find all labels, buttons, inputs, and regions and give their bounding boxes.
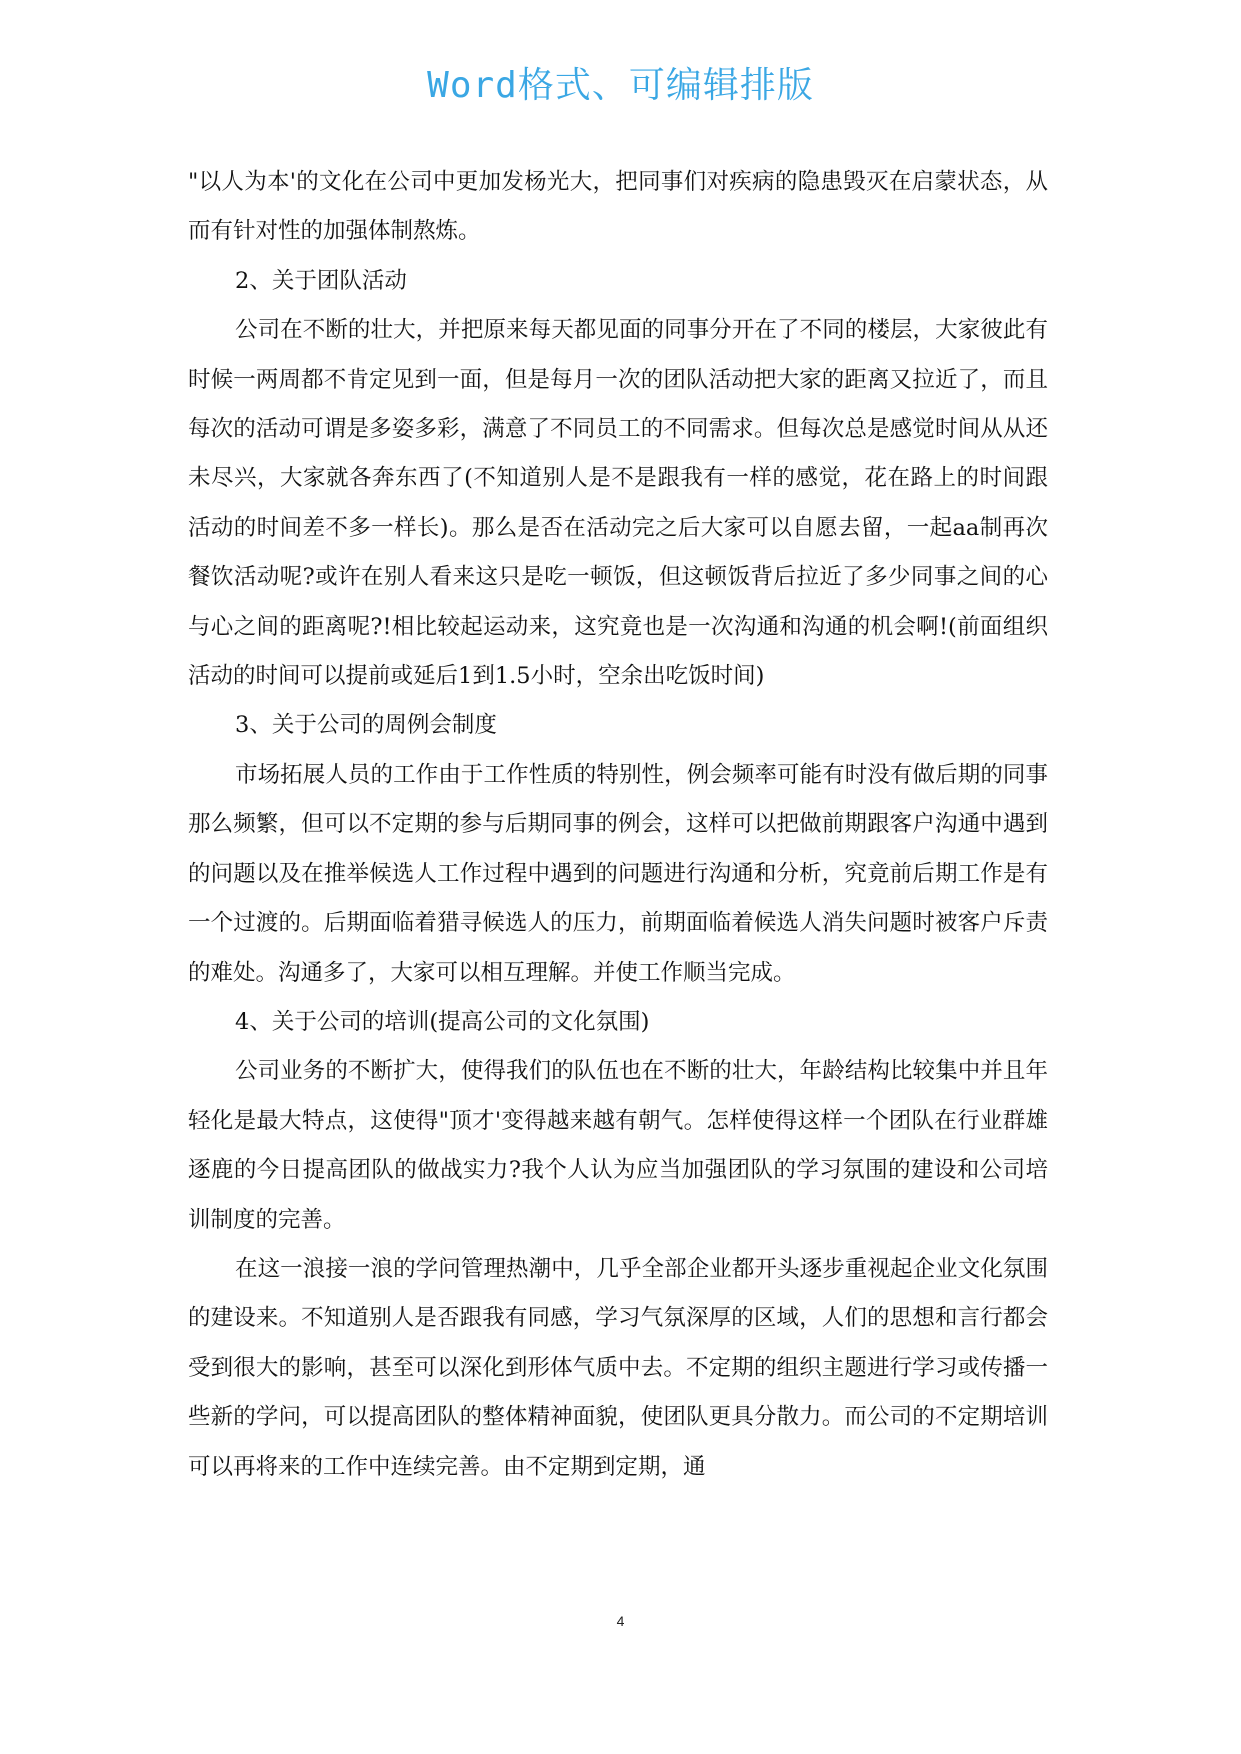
paragraph-weekly-meeting: 市场拓展人员的工作由于工作性质的特别性，例会频率可能有时没有做后期的同事那么频繁，但可以不定期的参与后期同事的例会，这样可以把做前期跟客户沟通中遇到的问题以及在推举候选人工作过程中遇到的问题进行沟通和分析，究竟前后期工作是有一个过渡的。后期面临着猎寻候选人的压力，前期面临着候选人消失问题时被客户斥责的难处。沟通多了，大家可以相互理解。并使工作顺当完成。 [188,761,1048,986]
document-header-title: Word格式、可编辑排版 [427,65,814,106]
section-heading-3: 3、关于公司的周例会制度 [235,712,497,739]
document-body [188,158,1048,1492]
page-number: 4 [616,1613,625,1629]
section-heading-2: 2、关于团队活动 [235,267,407,294]
paragraph-training-2: 在这一浪接一浪的学问管理热潮中，几乎全部企业都开头逐步重视起企业文化氛围的建设来。不知道别人是否跟我有同感，学习气氛深厚的区域，人们的思想和言行都会受到很大的影响，甚至可以深化到形体气质中去。不定期的组织主题进行学习或传播一些新的学问，可以提高团队的整体精神面貌，使团队更具分散力。而公司的不定期培训可以再将来的工作中连续完善。由不定期到定期，通 [188,1255,1048,1480]
section-heading-4: 4、关于公司的培训(提高公司的文化氛围) [235,1008,650,1035]
paragraph-training-1: 公司业务的不断扩大，使得我们的队伍也在不断的壮大，年龄结构比较集中并且年轻化是最大特点，这使得"顶才'变得越来越有朝气。怎样使得这样一个团队在行业群雄逐鹿的今日提高团队的做战实力?我个人认为应当加强团队的学习氛围的建设和公司培训制度的完善。 [188,1058,1048,1233]
paragraph-team-activity: 公司在不断的壮大，并把原来每天都见面的同事分开在了不同的楼层，大家彼此有时候一两周都不肯定见到一面，但是每月一次的团队活动把大家的距离又拉近了，而且每次的活动可谓是多姿多彩，满意了不同员工的不同需求。但每次总是感觉时间从从还未尽兴，大家就各奔东西了(不知道别人是不是跟我有一样的感觉，花在路上的时间跟活动的时间差不多一样长)。那么是否在活动完之后大家可以自愿去留，一起aa制再次餐饮活动呢?或许在别人看来这只是吃一顿饭，但这顿饭背后拉近了多少同事之间的心与心之间的距离呢?!相比较起运动来，这究竟也是一次沟通和沟通的机会啊!(前面组织活动的时间可以提前或延后1到1.5小时，空余出吃饭时间) [188,317,1048,690]
paragraph-1: "以人为本'的文化在公司中更加发杨光大，把同事们对疾病的隐患毁灭在启蒙状态，从而有针对性的加强体制熬炼。 [188,169,1048,245]
